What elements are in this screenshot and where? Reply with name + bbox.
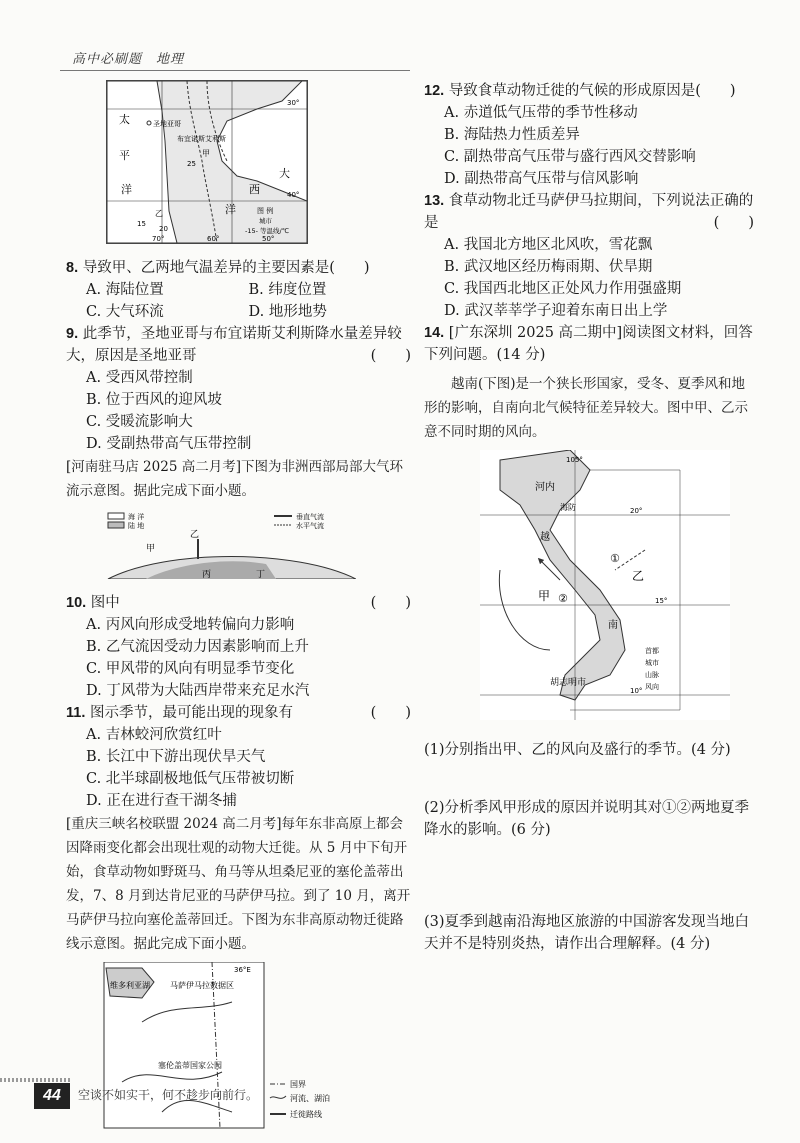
- map1-iso20: 20: [159, 225, 168, 233]
- map1-atlantic2: 西: [249, 183, 260, 196]
- map1-lat40: 40°: [287, 191, 300, 199]
- q14-sub1: (1)分别指出甲、乙的风向及盛行的季节。(4 分): [424, 742, 731, 758]
- map1-iso25: 25: [187, 160, 196, 168]
- header-rule: [60, 70, 410, 71]
- question-12: [424, 80, 754, 190]
- question-9: [66, 323, 411, 455]
- q11-option-c[interactable]: C. 北半球副极地低气压带被切断: [86, 771, 295, 787]
- fig12-lat: 36°E: [234, 966, 251, 974]
- fig10-legend-ocean: 海 洋: [128, 513, 145, 521]
- map1-legend-title: 图 例: [257, 207, 274, 215]
- vn-circle1: ①: [610, 552, 620, 565]
- map1-legend-city: 城市: [259, 217, 272, 225]
- map1-lon50: 50°: [262, 235, 275, 243]
- map1-yi: 乙: [155, 209, 163, 218]
- page-header: 高中必刷题 地理: [72, 51, 185, 66]
- fig12-legend-river: 河流、湖泊: [290, 1094, 330, 1103]
- map1-iso15: 15: [137, 220, 146, 228]
- intro-12-13: [重庆三峡名校联盟 2024 高二月考]每年东非高原上都会因降雨变化都会出现壮观的动物大迁徙。从 5 月中下旬开始，食草动物如野斑马、角马等从坦桑尼亚的塞伦盖蒂出发，7、8 月到达肯尼亚的马萨伊马拉。到了 10 月，离开马萨伊马拉向塞伦盖蒂回迁。下图为东非高原动物迁徙路线示意图。据此完成下面小题。: [66, 816, 411, 952]
- intro-10-11: [河南驻马店 2025 高二月考]下图为非洲西部局部大气环流示意图。据此完成下面小题。: [66, 459, 403, 499]
- q12-option-d[interactable]: D. 副热带高气压带与信风影响: [444, 171, 639, 187]
- fig12-serengeti: 塞伦盖蒂国家公园: [158, 1061, 222, 1070]
- question-8: [66, 257, 411, 323]
- vn-yi: 乙: [632, 569, 645, 583]
- q8-option-d[interactable]: D. 地形地势: [248, 304, 327, 320]
- fig12-legend-route: 迁徙路线: [290, 1110, 322, 1119]
- q12-option-a[interactable]: A. 赤道低气压带的季节性移动: [444, 105, 638, 121]
- fig12-victoria: 维多利亚湖: [110, 981, 150, 990]
- question-10: [66, 592, 411, 702]
- q12-option-c[interactable]: C. 副热带高气压带与盛行西风交替影响: [444, 149, 696, 165]
- q9-stem: 此季节，圣地亚哥与布宜诺斯艾利斯降水量差异较大，原因是圣地亚哥: [66, 326, 402, 364]
- q13-stem: 食草动物北迁马萨伊马拉期间，下列说法正确的是: [424, 193, 754, 231]
- vn-lon105: 105°: [566, 456, 583, 464]
- q13-paren: ( ): [713, 215, 754, 231]
- question-14: [424, 322, 754, 444]
- q8-number: 8.: [66, 260, 79, 276]
- fig10-legend-land: 陆 地: [128, 522, 145, 530]
- q13-number: 13.: [424, 193, 445, 209]
- q9-option-a[interactable]: A. 受西风带控制: [86, 370, 193, 386]
- q11-number: 11.: [66, 705, 86, 721]
- vn-jia: 甲: [538, 589, 551, 603]
- vn-hcm: 胡志明市: [550, 678, 587, 688]
- q11-stem: 图示季节，最可能出现的现象有: [89, 705, 293, 721]
- vn-legend-wind: 风向: [645, 683, 659, 691]
- q13-option-a[interactable]: A. 我国北方地区北风吹，雪花飘: [444, 237, 653, 253]
- q10-stem: 图中: [90, 595, 120, 611]
- vn-legend-city: 城市: [645, 659, 659, 667]
- q14-sub2: (2)分析季风甲形成的原因并说明其对①②两地夏季降水的影响。(6 分): [424, 800, 750, 838]
- fig12-legend-border: 国界: [290, 1080, 306, 1089]
- vn-hanoi: 河内: [535, 482, 555, 493]
- right-column: [424, 80, 754, 955]
- fig10-yi: 乙: [190, 530, 200, 540]
- fig10-bing: 丙: [202, 570, 212, 579]
- q10-number: 10.: [66, 595, 87, 611]
- vn-circle2: ②: [558, 592, 568, 605]
- vn-yue: 越: [540, 532, 550, 543]
- q14-sub3: (3)夏季到越南沿海地区旅游的中国游客发现当地白天并不是特别炎热，请作出合理解释。(4 分): [424, 914, 750, 952]
- q14-number: 14.: [424, 325, 445, 341]
- q10-option-d[interactable]: D. 丁风带为大陆西岸带来充足水汽: [86, 683, 310, 699]
- q8-option-c[interactable]: C. 大气环流: [86, 304, 164, 320]
- vn-lat10: 10°: [630, 687, 643, 695]
- q10-option-c[interactable]: C. 甲风带的风向有明显季节变化: [86, 661, 295, 677]
- q11-option-b[interactable]: B. 长江中下游出现伏旱天气: [86, 749, 266, 765]
- map1-lat30: 30°: [287, 99, 300, 107]
- map1-lon70: 70°: [152, 235, 165, 243]
- question-11: [66, 702, 411, 812]
- fig10-ding: 丁: [256, 570, 266, 579]
- q9-option-c[interactable]: C. 受暖流影响大: [86, 414, 193, 430]
- vn-legend-mountain: 山脉: [645, 671, 659, 679]
- fig10-legend-vertical: 垂直气流: [296, 513, 324, 521]
- q12-number: 12.: [424, 83, 445, 99]
- q10-option-b[interactable]: B. 乙气流因受动力因素影响而上升: [86, 639, 309, 655]
- q9-option-d[interactable]: D. 受副热带高气压带控制: [86, 436, 252, 452]
- map1-lon60: 60°: [207, 235, 220, 243]
- map1-pacific3: 洋: [121, 183, 132, 196]
- vietnam-map: [480, 450, 730, 720]
- q11-paren: ( ): [370, 705, 411, 721]
- fig10-legend-horizontal: 水平气流: [296, 522, 324, 530]
- map1-santiago: 圣地亚哥: [153, 120, 181, 128]
- q9-number: 9.: [66, 326, 79, 342]
- vn-nan: 南: [608, 620, 618, 631]
- q14-material: 越南(下图)是一个狭长形国家，受冬、夏季风和地形的影响，自南向北气候特征差异较大。图中甲、乙示意不同时期的风向。: [424, 376, 748, 440]
- q11-option-a[interactable]: A. 吉林蛟河欣赏红叶: [86, 727, 222, 743]
- map1-legend-isotherm: -15- 等温线/℃: [245, 227, 290, 235]
- q13-option-d[interactable]: D. 武汉莘莘学子迎着东南日出上学: [444, 303, 668, 319]
- page-number: 44: [34, 1083, 70, 1109]
- east-africa-migration-map: [102, 962, 362, 1130]
- vn-legend-capital: 首都: [645, 647, 659, 655]
- map1-pacific2: 平: [119, 149, 130, 162]
- map1-jia: 甲: [202, 149, 210, 158]
- q10-option-a[interactable]: A. 丙风向形成受地转偏向力影响: [86, 617, 295, 633]
- q13-option-c[interactable]: C. 我国西北地区正处风力作用强盛期: [444, 281, 682, 297]
- map1-atlantic1: 大: [279, 167, 290, 180]
- map1-atlantic3: 洋: [225, 203, 236, 216]
- footer-motto: 空谈不如实干，何不趁步向前行。: [78, 1088, 259, 1102]
- left-column: [66, 72, 411, 1143]
- fig12-masai: 马萨伊马拉数据区: [170, 981, 234, 990]
- footer-dots: [0, 1078, 70, 1082]
- q9-paren: ( ): [370, 348, 411, 364]
- q12-stem: 导致食草动物迁徙的气候的形成原因是( ): [448, 83, 736, 99]
- africa-circulation-figure: [106, 509, 356, 579]
- map1-buenos: 布宜诺斯艾利斯: [177, 135, 226, 143]
- q10-paren: ( ): [370, 595, 411, 611]
- south-america-map: [106, 80, 308, 244]
- vn-lat15: 15°: [655, 597, 668, 605]
- q8-option-b[interactable]: B. 纬度位置: [248, 282, 327, 298]
- map1-pacific1: 太: [119, 113, 130, 126]
- question-13: [424, 190, 754, 322]
- q9-option-b[interactable]: B. 位于西风的迎风坡: [86, 392, 222, 408]
- vn-haiphong: 海防: [560, 503, 576, 512]
- fig10-jia: 甲: [146, 544, 156, 554]
- q11-option-d[interactable]: D. 正在进行查干湖冬捕: [86, 793, 237, 809]
- q13-option-b[interactable]: B. 武汉地区经历梅雨期、伏旱期: [444, 259, 653, 275]
- q8-stem: 导致甲、乙两地气温差异的主要因素是( ): [82, 260, 370, 276]
- q14-stem: [广东深圳 2025 高二期中]阅读图文材料，回答下列问题。(14 分): [424, 325, 753, 363]
- vn-lat20: 20°: [630, 507, 643, 515]
- q12-option-b[interactable]: B. 海陆热力性质差异: [444, 127, 580, 143]
- q8-option-a[interactable]: A. 海陆位置: [86, 282, 164, 298]
